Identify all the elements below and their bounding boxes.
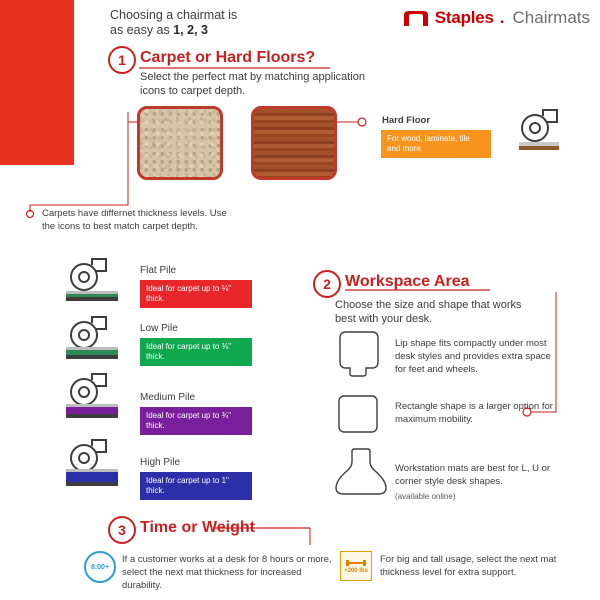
step-2-title: Workspace Area bbox=[345, 273, 470, 290]
lip-shape-text: Lip shape fits compactly under most desk styles and provides extra space for feet and wheels. bbox=[395, 338, 551, 375]
pile-name-high: High Pile bbox=[140, 457, 181, 468]
brand-subtitle: Chairmats bbox=[512, 8, 590, 27]
red-accent-block bbox=[0, 0, 74, 165]
brand-logo bbox=[403, 8, 590, 28]
step-1-badge: 1 bbox=[108, 46, 136, 74]
page-title bbox=[110, 8, 340, 38]
hard-floor-tag: For wood, laminate, tile and more. bbox=[381, 130, 491, 158]
step-3-badge: 3 bbox=[108, 516, 136, 544]
rectangle-shape-icon bbox=[336, 394, 380, 439]
step-3-title: Time or Weight bbox=[140, 519, 255, 536]
step-3-hours-text: If a customer works at a desk for 8 hours or more, select the next mat thickness for increased durability. bbox=[122, 554, 332, 591]
rectangle-shape-text: Rectangle shape is a larger option for maximum mobility. bbox=[395, 401, 553, 425]
workstation-shape-text: Workstation mats are best for L, U or corner style desk shapes. bbox=[395, 463, 551, 487]
step-1-subtitle: Select the perfect mat by matching application icons to carpet depth. bbox=[140, 71, 366, 97]
clock-hours-label: 8:00+ bbox=[90, 563, 110, 571]
step-2-subtitle: Choose the size and shape that works best with your desk. bbox=[335, 299, 522, 325]
hard-floor-swatch[interactable] bbox=[251, 106, 337, 180]
low-pile-caster-icon bbox=[58, 316, 130, 367]
pile-tag-high: Ideal for carpet up to 1" thick. bbox=[140, 472, 252, 500]
pile-name-medium: Medium Pile bbox=[140, 392, 196, 403]
lip-shape-icon bbox=[336, 330, 382, 383]
medium-pile-caster-icon bbox=[58, 374, 130, 427]
step-2-badge: 2 bbox=[313, 270, 341, 298]
title-line-2: as easy as 1, 2, 3 bbox=[110, 23, 208, 37]
dumbbell-glyph bbox=[346, 558, 366, 568]
step-3-weight-text: For big and tall usage, select the next mat thickness level for extra support. bbox=[380, 554, 557, 578]
pile-tag-flat: Ideal for carpet up to ⅛" thick. bbox=[140, 280, 252, 308]
pile-tag-medium: Ideal for carpet up to ¾" thick. bbox=[140, 407, 252, 435]
weight-icon bbox=[340, 551, 372, 581]
weight-label: +200 lbs bbox=[344, 568, 368, 574]
workstation-shape-icon bbox=[332, 448, 390, 501]
clock-hours-icon bbox=[84, 551, 116, 583]
hard-floor-caster-icon bbox=[513, 108, 565, 157]
brand-dot: . bbox=[499, 8, 505, 27]
pile-name-low: Low Pile bbox=[140, 323, 178, 334]
pile-tag-low: Ideal for carpet up to ⅜" thick. bbox=[140, 338, 252, 366]
flat-pile-caster-icon bbox=[58, 258, 130, 309]
staples-logo-icon bbox=[403, 10, 429, 27]
workstation-shape-note: (available online) bbox=[395, 492, 456, 501]
hard-floor-label: Hard Floor bbox=[382, 115, 431, 126]
pile-name-flat: Flat Pile bbox=[140, 265, 177, 276]
brand-name: Staples bbox=[434, 8, 494, 27]
carpet-note: Carpets have differnet thickness levels. Use the icons to best match carpet depth. bbox=[42, 208, 227, 232]
title-line-1: Choosing a chairmat is bbox=[110, 8, 238, 22]
step-1-title: Carpet or Hard Floors? bbox=[140, 49, 316, 66]
high-pile-caster-icon bbox=[58, 440, 130, 495]
carpet-swatch[interactable] bbox=[137, 106, 223, 180]
